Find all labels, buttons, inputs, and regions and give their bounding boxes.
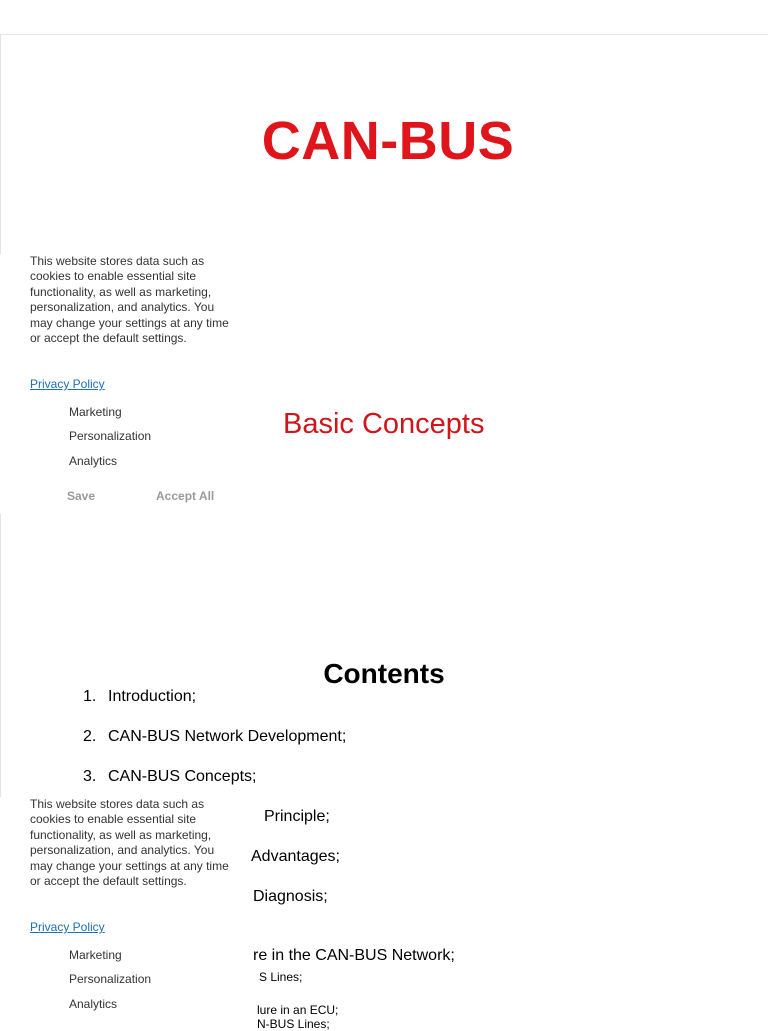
- toc-item-text: CAN-BUS Network Development;: [108, 728, 347, 745]
- toc-item: [83, 728, 346, 746]
- toc-item-text: CAN-BUS Concepts;: [108, 768, 257, 785]
- cookie-option-analytics[interactable]: Analytics: [69, 997, 118, 1011]
- save-button[interactable]: Save: [67, 489, 96, 503]
- accept-all-button[interactable]: Accept All: [156, 489, 215, 503]
- cookie-option-marketing[interactable]: Marketing: [69, 405, 122, 419]
- cookie-option-personalization[interactable]: Personalization: [69, 972, 152, 986]
- cookie-message: This website stores data such as cookies to enable essential site functionality, as well as marketing, personalization, and analytics. You may change your settings at any time or accept the default settings.: [30, 797, 229, 889]
- toc-item-text: Introduction;: [108, 688, 197, 705]
- toc-subitem: S Lines;: [259, 970, 303, 984]
- toc-item-text: re in the CAN-BUS Network;: [253, 947, 455, 964]
- toc-item-text: Principle;: [264, 808, 330, 825]
- top-bar: [0, 0, 768, 35]
- document-subtitle: Basic Concepts: [283, 408, 485, 440]
- toc-item-text: Diagnosis;: [253, 888, 328, 905]
- cookie-banner: [0, 254, 250, 514]
- contents-heading: Contents: [323, 658, 445, 689]
- toc-subitem: N-BUS Lines;: [257, 1017, 330, 1031]
- privacy-policy-link[interactable]: Privacy Policy: [30, 377, 105, 391]
- toc-item-number: 1.: [83, 688, 97, 705]
- toc-subitem: lure in an ECU;: [257, 1003, 339, 1017]
- toc-item-number: 3.: [83, 768, 97, 785]
- toc-item: [83, 688, 196, 706]
- toc-item-text: Advantages;: [251, 848, 340, 865]
- cookie-banner: [0, 797, 250, 1024]
- cookie-option-personalization[interactable]: Personalization: [69, 429, 152, 443]
- document-title: CAN-BUS: [261, 111, 515, 171]
- cookie-option-analytics[interactable]: Analytics: [69, 454, 118, 468]
- toc-item: [83, 768, 257, 786]
- cookie-message: This website stores data such as cookies to enable essential site functionality, as well as marketing, personalization, and analytics. You may change your settings at any time or accept the default settings.: [30, 254, 229, 346]
- toc-item: [251, 848, 340, 866]
- cookie-option-marketing[interactable]: Marketing: [69, 948, 122, 962]
- toc-item: [253, 947, 455, 965]
- toc-item: [253, 888, 328, 906]
- privacy-policy-link[interactable]: Privacy Policy: [30, 920, 105, 934]
- toc-item: [264, 808, 330, 826]
- toc-item-number: 2.: [83, 728, 97, 745]
